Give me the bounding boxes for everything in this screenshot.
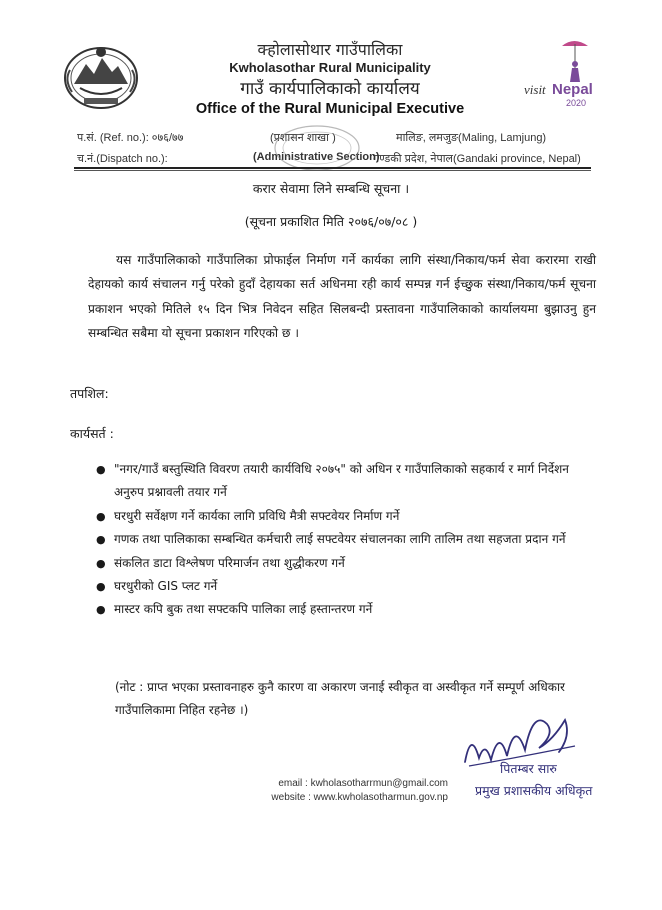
section-name-np: (प्रशासन शाखा ): [270, 132, 336, 144]
details-label: तपशिल:: [70, 386, 109, 401]
bullet-icon: ●: [96, 463, 106, 476]
list-item: ● गणक तथा पालिकाका सम्बन्धित कर्मचारी लाई सफ्टवेयर संचालनका लागि तालिम तथा सहजता प्रदान गर्ने: [96, 528, 576, 551]
contact-info: [218, 777, 448, 805]
municipality-name-en: Kwholasothar Rural Municipality: [229, 60, 431, 75]
notice-body-text: यस गाउँपालिकाको गाउँपालिका प्रोफाईल निर्माण गर्ने कार्यका लागि संस्था/निकाय/फर्म सेवा करारमा राखी देहायको कार्य संचालन गर्नु परेको हुदाँ देहायका सर्त अधिनमा रही कार्य सम्पन्न गर्न ईच्छुक संस्था/निकाय/फर्म सूचना प्रकाशन भएको मितिले १५ दिन भित्र निवेदन सहित सिलबन्दी प्रस्तावना गाउँपालिकाको कार्यालयमा बुझाउनु हुन सम्बन्धित सबैमा यो सूचना प्रकाशन गरिएको छ ।: [88, 253, 596, 341]
terms-list: [96, 458, 576, 622]
bullet-icon: ●: [96, 533, 106, 547]
office-name-np: गाउँ कार्यपालिकाको कार्यालय: [240, 79, 420, 99]
bullet-icon: ●: [96, 556, 106, 570]
notice-body: [88, 248, 596, 346]
svg-text:2020: 2020: [566, 98, 587, 108]
header-divider: [74, 167, 591, 169]
nepal-emblem-icon: [60, 40, 142, 112]
office-stamp-icon: [262, 124, 372, 172]
notice-subject: करार सेवामा लिने सम्बन्धि सूचना ।: [252, 181, 410, 196]
reference-number: प.सं. (Ref. no.): ०७६/७७: [77, 132, 184, 144]
dispatch-number: च.नं.(Dispatch no.):: [77, 153, 168, 165]
signer-title: प्रमुख प्रशासकीय अधिकृत: [475, 783, 593, 798]
notice-published-date: (सूचना प्रकाशित मिति २०७६/०७/०८ ): [244, 214, 418, 229]
section-name-en: (Administrative Section): [253, 151, 380, 163]
svg-text:visit: visit: [524, 82, 546, 97]
address-line-1: मालिङ, लमजुङ(Maling, Lamjung): [396, 132, 547, 144]
bullet-icon: ●: [96, 509, 106, 523]
bullet-icon: ●: [96, 580, 106, 594]
header-divider-thin: [74, 170, 591, 171]
signer-name: पितम्बर सारु: [500, 761, 557, 776]
list-item: ● "नगर/गाउँ बस्तुस्थिति विवरण तयारी कार्यविधि २०७५" को अधिन र गाउँपालिकाको सहकार्य र मार्ग निर्देशन अनुरुप प्रश्नावली तयार गर्ने: [96, 458, 576, 505]
visit-nepal-logo: [522, 38, 614, 110]
notice-note: (नोट : प्राप्त भएका प्रस्तावनाहरु कुनै कारण वा अकारण जनाई स्वीकृत वा अस्वीकृत गर्ने सम्पूर्ण अधिकार गाउँपालिकामा निहित रहनेछ ।): [115, 680, 565, 717]
office-name-en: Office of the Rural Municipal Executive: [195, 101, 465, 117]
list-item: ● संकलित डाटा विश्लेषण परिमार्जन तथा शुद्धीकरण गर्ने: [96, 552, 576, 575]
bullet-icon: ●: [96, 603, 106, 617]
letterhead: [150, 40, 510, 118]
terms-label: कार्यसर्त :: [70, 426, 114, 441]
list-item: ● घरधुरी सर्वेक्षण गर्ने कार्यका लागि प्रविधि मैत्री सफ्टवेयर निर्माण गर्ने: [96, 505, 576, 528]
address-line-2: गण्डकी प्रदेश, नेपाल(Gandaki province, Nepal): [373, 153, 581, 165]
website-text: website : www.kwholasotharmun.gov.np: [271, 792, 448, 803]
list-item: ● घरधुरीको GIS प्लट गर्ने: [96, 575, 576, 598]
list-item: ● मास्टर कपि बुक तथा सफ्टकपि पालिका लाई हस्तान्तरण गर्ने: [96, 598, 576, 621]
municipality-name-np: क्होलासोथार गाउँपालिका: [257, 40, 403, 59]
email-text: email : kwholasotharrmun@gmail.com: [278, 778, 448, 789]
svg-text:Nepal: Nepal: [552, 81, 593, 98]
